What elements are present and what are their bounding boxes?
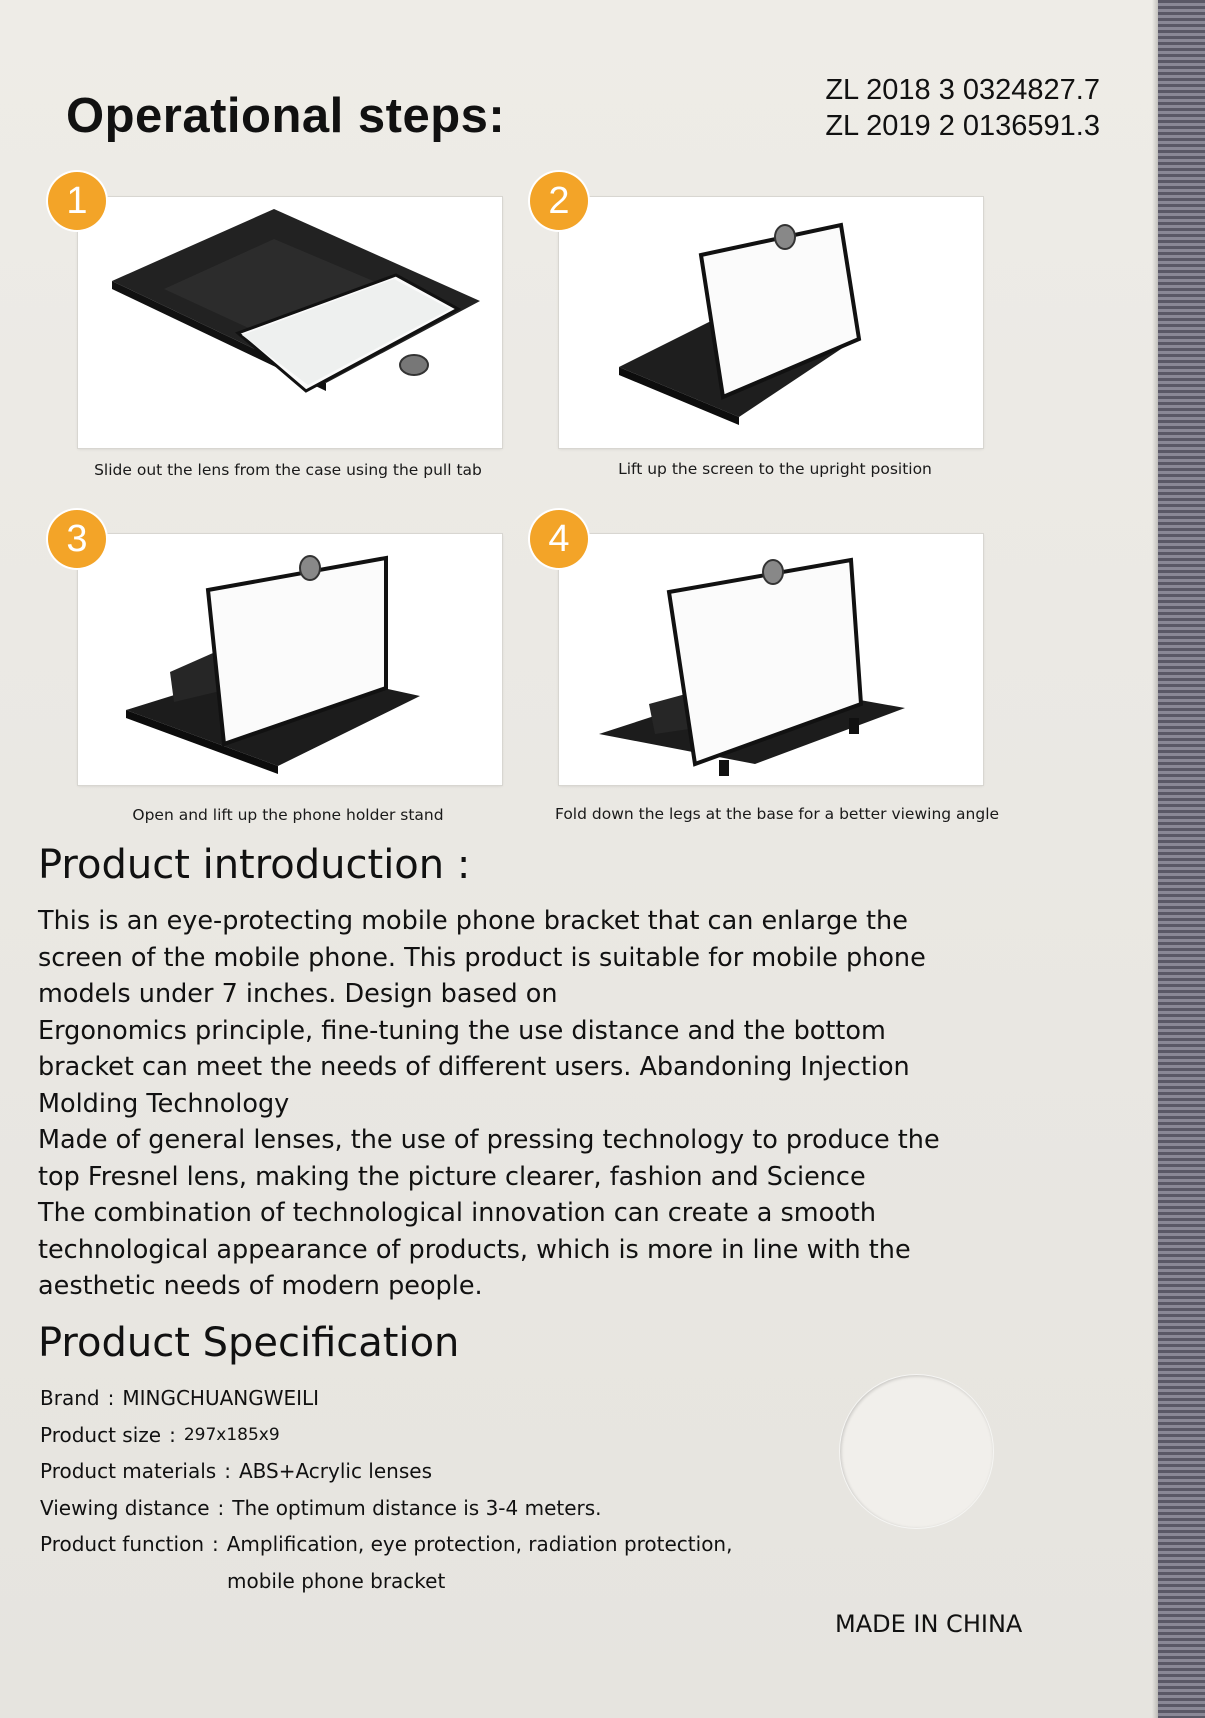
patent-number: ZL 2019 2 0136591.3 [825, 110, 1100, 142]
step-4-caption: Fold down the legs at the base for a better viewing angle [554, 805, 1000, 823]
spec-separator: : [217, 1495, 225, 1520]
spec-heading: Product Specification [38, 1320, 460, 1366]
spec-label: Brand [40, 1386, 100, 1410]
step-4-badge: 4 [530, 510, 588, 568]
step-1-badge: 1 [48, 172, 106, 230]
intro-heading: Product introduction : [38, 842, 471, 888]
step-1-caption: Slide out the lens from the case using the pull tab [94, 461, 482, 479]
spec-label: Product size [40, 1422, 162, 1447]
spec-value: ABS+Acrylic lenses [238, 1459, 432, 1483]
step-3-badge: 3 [48, 510, 106, 568]
intro-text [38, 903, 968, 1305]
spec-separator: : [224, 1459, 231, 1483]
intro-line: top Fresnel lens, making the picture clearer, fashion and Science [38, 1161, 866, 1192]
intro-line: Molding Technology [38, 1088, 290, 1119]
spec-row-size [40, 1417, 732, 1454]
spec-row-function [40, 1526, 732, 1563]
spec-row-brand [40, 1380, 732, 1417]
spec-value: 297x185x9 [183, 1424, 280, 1445]
step-4-image [559, 534, 983, 785]
step-2-badge: 2 [530, 172, 588, 230]
intro-line: aesthetic needs of modern people. [38, 1271, 483, 1301]
spec-row-materials [40, 1453, 732, 1490]
intro-line: bracket can meet the needs of different users. Abandoning Injection [38, 1052, 910, 1082]
intro-line: The combination of technological innovation can create a smooth [38, 1198, 876, 1228]
embossed-circle [840, 1375, 993, 1528]
spec-row-function-continued [40, 1563, 732, 1600]
step-3-image [78, 534, 502, 785]
origin-label: MADE IN CHINA [835, 1610, 1023, 1638]
bracket-screen-upright-illustration [559, 197, 983, 448]
bracket-legs-down-illustration [559, 534, 983, 785]
intro-line: This is an eye-protecting mobile phone bracket that can enlarge the [38, 906, 908, 936]
spec-separator: : [212, 1532, 219, 1556]
bracket-case-closed-illustration [78, 197, 502, 448]
page-title: Operational steps: [66, 89, 506, 143]
spec-list [40, 1380, 732, 1599]
step-2-caption: Lift up the screen to the upright position [618, 460, 932, 478]
intro-line: Made of general lenses, the use of pressing technology to produce the [38, 1125, 940, 1155]
intro-line: screen of the mobile phone. This product is suitable for mobile phone [38, 942, 926, 973]
bracket-phone-stand-up-illustration [78, 534, 502, 785]
intro-line: Ergonomics principle, fine-tuning the use distance and the bottom [38, 1015, 886, 1046]
step-1-image [78, 197, 502, 448]
spec-value: MINGCHUANGWEILI [122, 1386, 320, 1410]
box-edge [1158, 0, 1205, 1718]
spec-value: mobile phone bracket [227, 1568, 446, 1593]
spec-label: Product function [40, 1532, 204, 1556]
spec-label: Product materials [40, 1459, 217, 1483]
spec-separator: : [169, 1422, 176, 1447]
step-3-caption: Open and lift up the phone holder stand [132, 806, 444, 824]
spec-label: Viewing distance [40, 1495, 210, 1520]
spec-value: The optimum distance is 3-4 meters. [232, 1495, 602, 1520]
spec-row-viewing-distance [40, 1490, 732, 1527]
patent-numbers [825, 72, 1100, 144]
spec-separator: : [107, 1386, 115, 1410]
intro-line: technological appearance of products, which is more in line with the [38, 1234, 911, 1265]
intro-line: models under 7 inches. Design based on [38, 979, 558, 1009]
spec-value: Amplification, eye protection, radiation protection, [226, 1532, 733, 1556]
step-2-image [559, 197, 983, 448]
patent-number: ZL 2018 3 0324827.7 [825, 74, 1100, 106]
